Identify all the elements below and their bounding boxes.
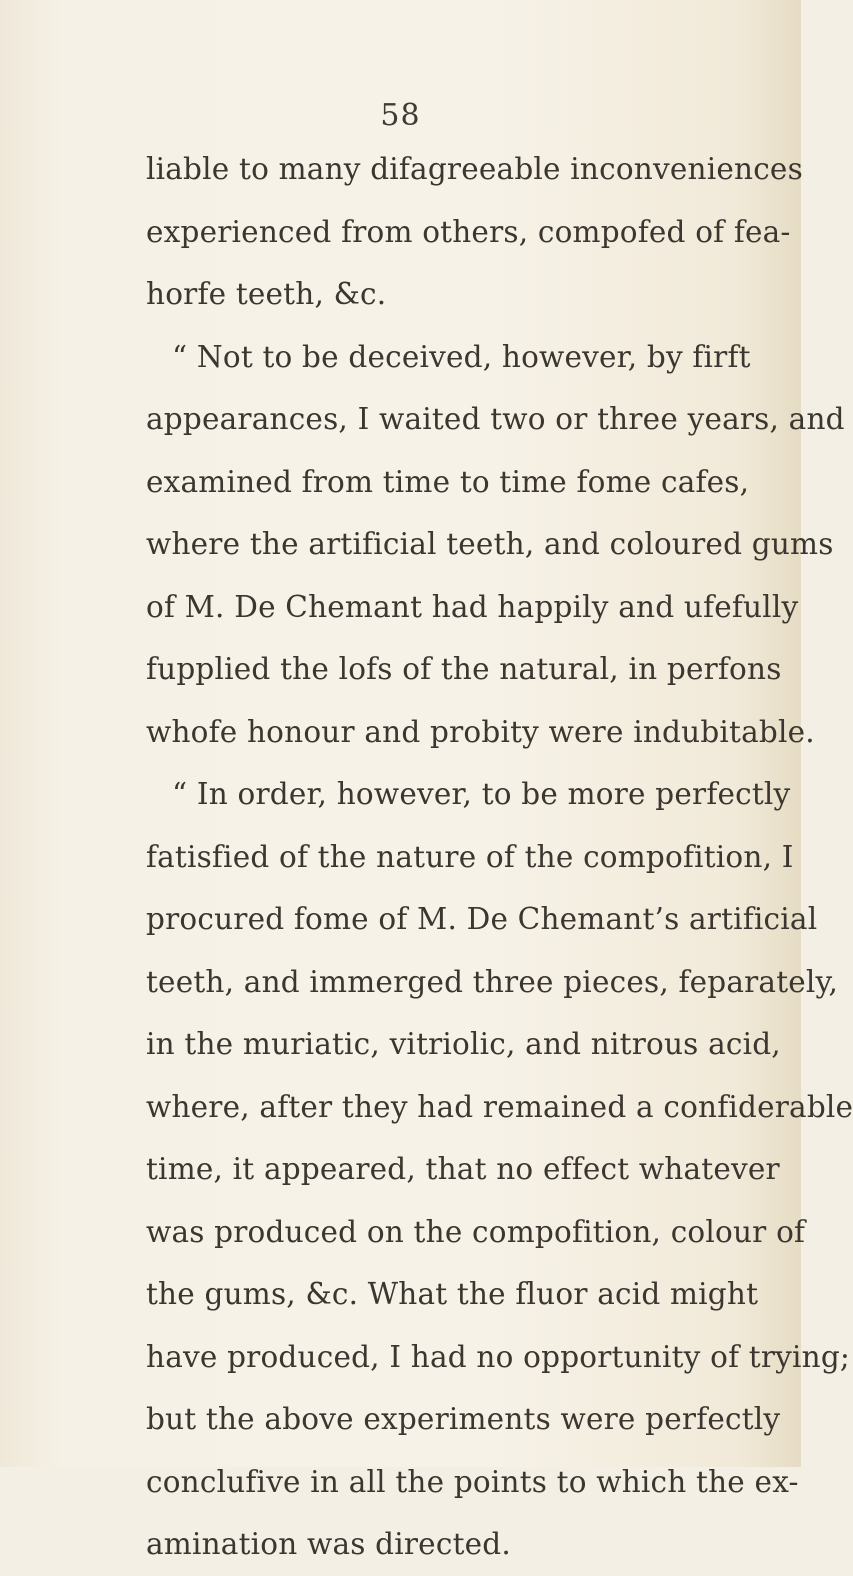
text-line: conclufive in all the points to which the ex- xyxy=(146,1464,799,1499)
text-line: fatisfied of the nature of the compofition, I xyxy=(146,839,794,874)
text-line: amination was directed. xyxy=(146,1527,511,1561)
text-line: but the above experiments were perfectly xyxy=(146,1402,781,1436)
page-number: 58 xyxy=(380,98,421,133)
text-line: was produced on the compofition, colour of xyxy=(146,1214,806,1249)
text-line: have produced, I had no opportunity of trying; xyxy=(146,1339,851,1374)
text-line: liable to many difagreeable inconveniences xyxy=(146,152,803,186)
text-line: whofe honour and probity were indubitable. xyxy=(146,714,815,749)
paragraph-start-line: “ In order, however, to be more perfectly xyxy=(172,777,791,811)
text-line: where the artificial teeth, and coloured gums xyxy=(146,527,834,561)
text-line: procured fome of M. De Chemant’s artificial xyxy=(146,902,818,936)
text-line: the gums, &c. What the fluor acid might xyxy=(146,1277,759,1311)
text-line: fupplied the lofs of the natural, in perfons xyxy=(146,652,782,686)
text-line: where, after they had remained a confiderable xyxy=(146,1089,853,1124)
body-text xyxy=(146,138,853,1576)
text-line: examined from time to time fome cafes, xyxy=(146,464,750,499)
text-line: experienced from others, compofed of fea- xyxy=(146,214,791,249)
text-line: teeth, and immerged three pieces, feparately, xyxy=(146,964,839,999)
paragraph-start-line: “ Not to be deceived, however, by firft xyxy=(172,339,751,374)
text-line: in the muriatic, vitriolic, and nitrous acid, xyxy=(146,1027,781,1061)
text-line: time, it appeared, that no effect whatever xyxy=(146,1152,780,1186)
text-line: appearances, I waited two or three years, and xyxy=(146,402,845,436)
text-line: horfe teeth, &c. xyxy=(146,277,387,311)
text-line: of M. De Chemant had happily and ufefully xyxy=(146,589,799,624)
